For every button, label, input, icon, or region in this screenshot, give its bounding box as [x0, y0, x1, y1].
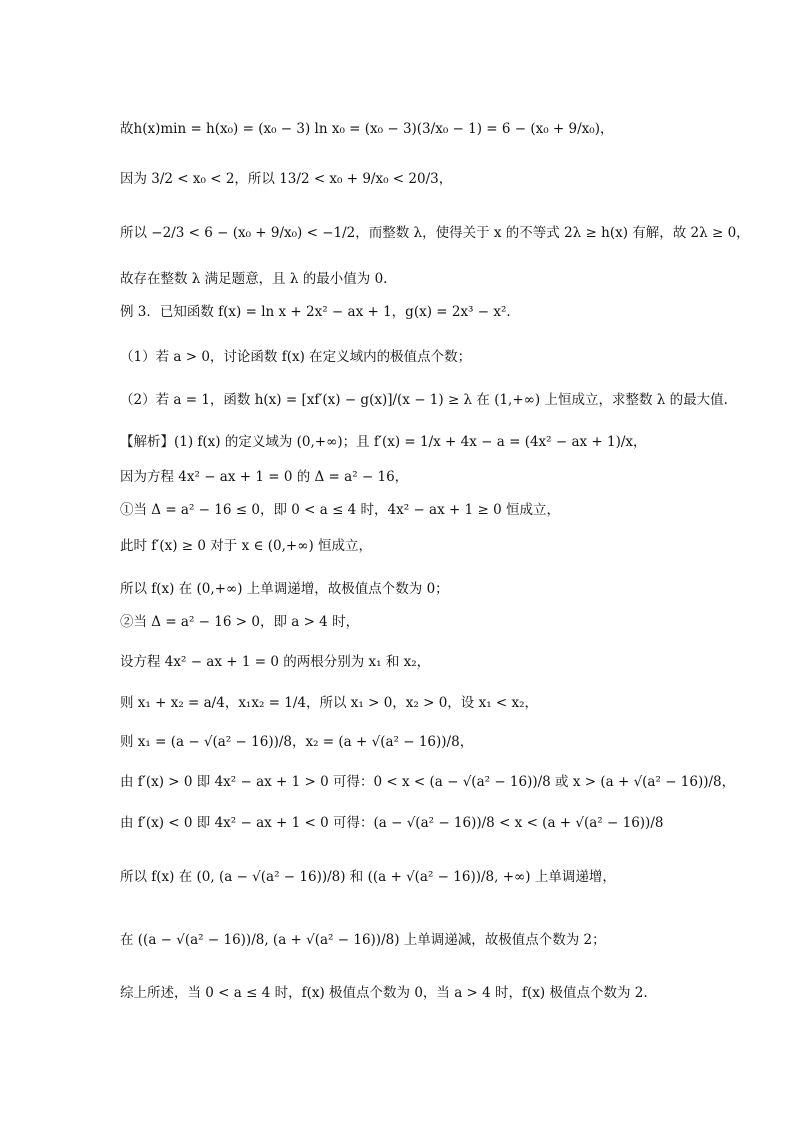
text-line-3: 所以 −2/3 < 6 − (x₀ + 9/x₀) < −1/2，而整数 λ，使得关于 x 的不等式 2λ ≥ h(x) 有解，故 2λ ≥ 0， — [120, 225, 750, 241]
case-1-conclusion: 所以 f(x) 在 (0,+∞) 上单调递增，故极值点个数为 0； — [120, 581, 449, 597]
case-2: ②当 Δ = a² − 16 > 0，即 a > 4 时， — [120, 614, 360, 630]
case-1-detail: 此时 f′(x) ≥ 0 对于 x ∈ (0,+∞) 恒成立， — [120, 538, 373, 554]
roots-line: 设方程 4x² − ax + 1 = 0 的两根分别为 x₁ 和 x₂， — [120, 654, 431, 670]
vieta-line: 则 x₁ + x₂ = a/4，x₁x₂ = 1/4，所以 x₁ > 0，x₂ > 0，设 x₁ < x₂， — [120, 695, 539, 711]
solution-line-1: 【解析】(1) f(x) 的定义域为 (0,+∞)；且 f′(x) = 1/x + 4x − a = (4x² − ax + 1)/x， — [120, 434, 647, 450]
increasing-interval-line: 所以 f(x) 在 (0, (a − √(a² − 16))/8) 和 ((a + √(a² − 16))/8, +∞) 上单调递增， — [120, 869, 616, 885]
example-3-heading: 例 3．已知函数 f(x) = ln x + 2x² − ax + 1，g(x) = 2x³ − x². — [120, 304, 511, 320]
question-1: （1）若 a > 0，讨论函数 f(x) 在定义域内的极值点个数； — [120, 349, 472, 365]
text-line-4: 故存在整数 λ 满足题意，且 λ 的最小值为 0. — [120, 271, 388, 287]
text-line-1: 故h(x)min = h(x₀) = (x₀ − 3) ln x₀ = (x₀ − 3)(3/x₀ − 1) = 6 − (x₀ + 9/x₀)， — [120, 121, 614, 137]
roots-formula-line: 则 x₁ = (a − √(a² − 16))/8，x₂ = (a + √(a² − 16))/8， — [120, 734, 474, 750]
text-line-2: 因为 3/2 < x₀ < 2，所以 13/2 < x₀ + 9/x₀ < 20/3， — [120, 171, 453, 187]
case-1: ①当 Δ = a² − 16 ≤ 0，即 0 < a ≤ 4 时，4x² − ax + 1 ≥ 0 恒成立， — [120, 502, 560, 518]
solution-line-2: 因为方程 4x² − ax + 1 = 0 的 Δ = a² − 16， — [120, 469, 409, 485]
increasing-condition-line: 由 f′(x) > 0 即 4x² − ax + 1 > 0 可得：0 < x < (a − √(a² − 16))/8 或 x > (a + √(a² − 16))/8， — [120, 774, 736, 790]
question-2: （2）若 a = 1，函数 h(x) = [xf′(x) − g(x)]/(x − 1) ≥ λ 在 (1,+∞) 上恒成立，求整数 λ 的最大值. — [120, 392, 728, 408]
decreasing-condition-line: 由 f′(x) < 0 即 4x² − ax + 1 < 0 可得：(a − √(a² − 16))/8 < x < (a + √(a² − 16))/8 — [120, 815, 664, 831]
decreasing-interval-line: 在 ((a − √(a² − 16))/8, (a + √(a² − 16))/8) 上单调递减，故极值点个数为 2； — [120, 932, 606, 948]
summary-line: 综上所述，当 0 < a ≤ 4 时，f(x) 极值点个数为 0，当 a > 4 时，f(x) 极值点个数为 2. — [120, 985, 648, 1001]
